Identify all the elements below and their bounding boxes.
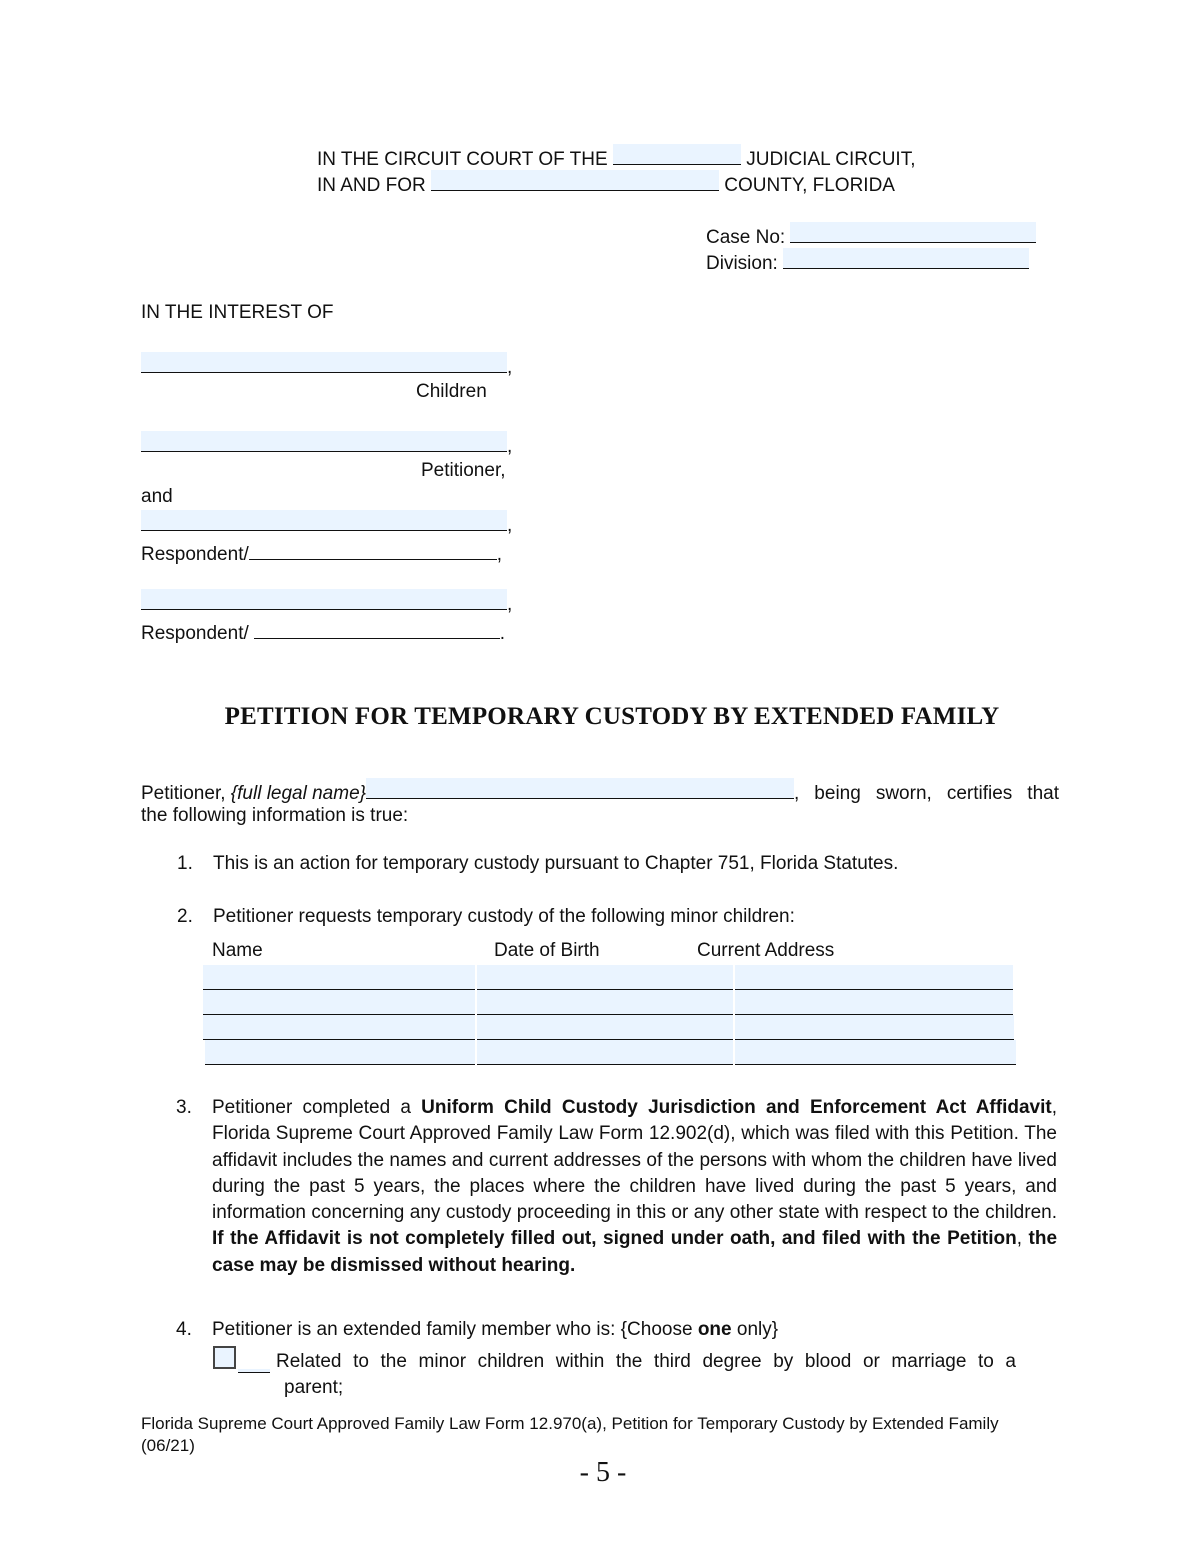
- intro-line1: [141, 778, 1059, 805]
- table-header-address: Current Address: [697, 940, 835, 961]
- uccjea-affidavit-title: Uniform Child Custody Jurisdiction and Enforcement Act Affidavit: [421, 1097, 1052, 1118]
- item4-text: [212, 1319, 778, 1341]
- item3-number: 3.: [176, 1097, 192, 1118]
- respondent2-role-field[interactable]: [254, 618, 500, 639]
- option1-text-line2: parent;: [284, 1377, 344, 1398]
- item3-text-2: , Florida Supreme Court Approved Family Law Form 12.902(d), which was filed with this Petition. The affidavit includes the names and current addresses of the persons with whom the children have lived during the past 5 years, the places where the children have lived during the past 5 years, and information concerning any custody proceeding in this or any other state with respect to the children.: [212, 1097, 1057, 1224]
- intro-line2: the following information is true:: [141, 805, 409, 826]
- county-field[interactable]: [431, 170, 719, 191]
- county-label: COUNTY, FLORIDA: [724, 175, 895, 196]
- comma: ,: [507, 436, 513, 457]
- item3-paragraph: [212, 1095, 1057, 1279]
- comma: ,: [496, 544, 503, 565]
- interest-of-label: IN THE INTEREST OF: [141, 302, 334, 323]
- item4-text-prefix: Petitioner is an extended family member who is: {Choose: [212, 1319, 698, 1340]
- item3-warning-1: If the Affidavit is not completely filled out, signed under oath, and filed with the Petition: [212, 1228, 1017, 1250]
- footer-date: (06/21): [141, 1436, 195, 1455]
- item3-text-1: Petitioner completed a: [212, 1097, 422, 1118]
- child3-address-field[interactable]: [735, 1015, 1014, 1040]
- item2-number: 2.: [177, 906, 193, 927]
- child1-name-field[interactable]: [203, 965, 475, 990]
- full-legal-name-hint: {full legal name}: [230, 783, 366, 804]
- court-header-line1: [317, 144, 916, 171]
- in-and-for-label: IN AND FOR: [317, 175, 426, 196]
- petitioner-name-row: [141, 431, 512, 458]
- child4-address-field[interactable]: [735, 1040, 1016, 1065]
- respondent1-name-row: [141, 510, 512, 537]
- court-header-line2: [317, 170, 895, 197]
- comma: ,: [507, 594, 513, 615]
- intro-sworn-text: , being sworn, certifies that: [794, 783, 1059, 804]
- item3-warning-2: the case may be dismissed without hearing.: [212, 1228, 1058, 1276]
- case-no-row: [706, 222, 1036, 249]
- option1-label: Related to the minor children within the third degree by blood or marriage to a: [276, 1351, 1016, 1372]
- child2-address-field[interactable]: [735, 990, 1013, 1015]
- respondent2-name-field[interactable]: [141, 589, 507, 610]
- respondent1-label: Respondent/: [141, 544, 249, 565]
- children-name-row: [141, 352, 512, 379]
- item3-text-3: ,: [1016, 1228, 1029, 1250]
- respondent1-name-field[interactable]: [141, 510, 507, 531]
- child2-dob-field[interactable]: [477, 990, 733, 1015]
- judicial-circuit-field[interactable]: [613, 144, 741, 165]
- petitioner-name-field[interactable]: [141, 431, 507, 452]
- child3-dob-field[interactable]: [477, 1015, 733, 1040]
- item2-text: Petitioner requests temporary custody of the following minor children:: [213, 906, 795, 927]
- child3-name-field[interactable]: [203, 1015, 475, 1040]
- period: .: [499, 623, 506, 644]
- child4-name-field[interactable]: [205, 1040, 475, 1065]
- respondent1-role-field[interactable]: [249, 539, 497, 560]
- respondent2-row: [141, 618, 505, 645]
- item4-text-suffix: only}: [731, 1319, 779, 1340]
- child2-name-field[interactable]: [203, 990, 475, 1015]
- comma: ,: [507, 515, 513, 536]
- item4-number: 4.: [176, 1319, 192, 1340]
- and-label: and: [141, 486, 173, 507]
- respondent2-name-row: [141, 589, 512, 616]
- footer-form-info: Florida Supreme Court Approved Family Law Form 12.970(a), Petition for Temporary Custody by Extended Family: [141, 1414, 999, 1433]
- circuit-label: JUDICIAL CIRCUIT,: [746, 149, 916, 170]
- item4-text-bold: one: [697, 1319, 732, 1340]
- item1-text: This is an action for temporary custody pursuant to Chapter 751, Florida Statutes.: [213, 853, 899, 874]
- division-field[interactable]: [783, 248, 1029, 269]
- division-label: Division:: [706, 253, 778, 274]
- court-label: IN THE CIRCUIT COURT OF THE: [317, 149, 608, 170]
- option1-checkbox[interactable]: [213, 1346, 236, 1369]
- comma: ,: [507, 357, 513, 378]
- division-row: [706, 248, 1029, 275]
- intro-petitioner-label: Petitioner,: [141, 783, 226, 804]
- case-no-field[interactable]: [790, 222, 1036, 243]
- table-header-name: Name: [212, 940, 263, 961]
- respondent2-label: Respondent/: [141, 623, 249, 644]
- option1-text-line1: [276, 1351, 1016, 1373]
- child4-dob-field[interactable]: [477, 1040, 733, 1065]
- document-title: PETITION FOR TEMPORARY CUSTODY BY EXTENDED FAMILY: [224, 703, 1000, 730]
- option1-checkbox-line: [238, 1369, 270, 1373]
- children-name-field[interactable]: [141, 352, 507, 373]
- children-label: Children: [416, 381, 487, 402]
- petitioner-label: Petitioner,: [421, 460, 506, 481]
- case-no-label: Case No:: [706, 227, 786, 248]
- child1-address-field[interactable]: [735, 965, 1013, 990]
- child1-dob-field[interactable]: [477, 965, 733, 990]
- respondent1-row: [141, 539, 502, 566]
- table-header-dob: Date of Birth: [494, 940, 600, 961]
- item1-number: 1.: [177, 853, 193, 874]
- full-legal-name-field[interactable]: [366, 778, 794, 799]
- page-number: - 5 -: [579, 1457, 627, 1488]
